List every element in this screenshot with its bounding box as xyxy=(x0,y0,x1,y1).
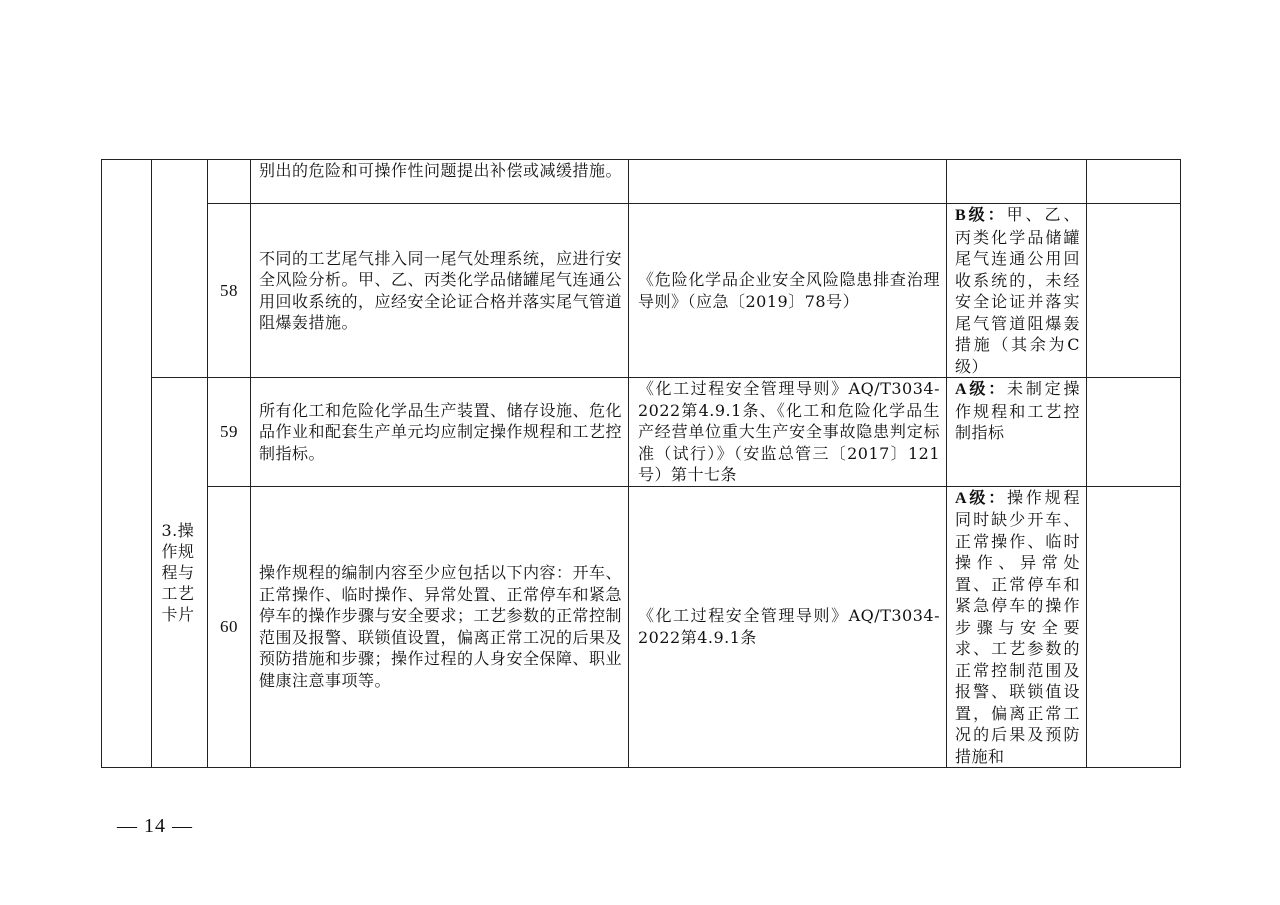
table-row xyxy=(102,204,1181,378)
basis-cell-continued xyxy=(629,160,947,204)
requirement-cell-continued: 别出的危险和可操作性问题提出补偿或减缓措施。 xyxy=(251,160,629,204)
table-row xyxy=(102,378,1181,487)
basis-cell: 《化工过程安全管理导则》AQ/T3034-2022第4.9.1条 xyxy=(629,486,947,768)
page-number: — 14 — xyxy=(117,815,193,837)
item-number: 60 xyxy=(208,486,251,768)
requirement-cell: 操作规程的编制内容至少应包括以下内容：开车、正常操作、临时操作、异常处置、正常停车和紧急停车的操作步骤与安全要求；工艺参数的正常控制范围及报警、联锁值设置，偏离正常工况的后果及预防措施和步骤；操作过程的人身安全保障、职业健康注意事项等。 xyxy=(251,486,629,768)
standard-text: 操作规程同时缺少开车、正常操作、临时操作、异常处置、正常停车和紧急停车的操作步骤与安全要求、工艺参数的正常控制范围及报警、联锁值设置，偏离正常工况的后果及预防措施和 xyxy=(955,487,1080,766)
standard-cell xyxy=(947,486,1087,768)
standard-level: A级： xyxy=(955,489,1008,507)
requirement-cell: 所有化工和危险化学品生产装置、储存设施、危化品作业和配套生产单元均应制定操作规程和工艺控制指标。 xyxy=(251,378,629,487)
note-cell xyxy=(1087,486,1181,768)
item-number: 58 xyxy=(208,204,251,378)
table-row-continued xyxy=(102,160,1181,204)
note-cell xyxy=(1087,378,1181,487)
standard-cell-continued xyxy=(947,160,1087,204)
standard-cell xyxy=(947,204,1087,378)
standard-text: 甲、乙、丙类化学品储罐尾气连通公用回收系统的，未经安全论证并落实尾气管道阻爆轰措施（其余为C级） xyxy=(955,205,1080,376)
note-cell xyxy=(1087,204,1181,378)
outer-category-cell xyxy=(102,160,152,768)
table-row xyxy=(102,486,1181,768)
standard-level: B级： xyxy=(955,207,1007,224)
item-number-cell-empty xyxy=(208,160,251,204)
prev-category-cell xyxy=(152,160,208,378)
standard-level: A级： xyxy=(955,381,1008,398)
item-number: 59 xyxy=(208,378,251,487)
requirement-cell: 不同的工艺尾气排入同一尾气处理系统，应进行安全风险分析。甲、乙、丙类化学品储罐尾气连通公用回收系统的，应经安全论证合格并落实尾气管道阻爆轰措施。 xyxy=(251,204,629,378)
basis-cell: 《危险化学品企业安全风险隐患排查治理导则》（应急〔2019〕78号） xyxy=(629,204,947,378)
note-cell-continued xyxy=(1087,160,1181,204)
category-label: 3.操作规程与工艺卡片 xyxy=(161,520,195,624)
category-cell xyxy=(152,378,208,768)
standard-cell xyxy=(947,378,1087,487)
basis-cell: 《化工过程安全管理导则》AQ/T3034-2022第4.9.1条、《化工和危险化学品生产经营单位重大生产安全事故隐患判定标准（试行）》（安监总管三〔2017〕121号）第十七条 xyxy=(629,378,947,487)
standard-text: 未制定操作规程和工艺控制指标 xyxy=(955,379,1080,442)
inspection-table xyxy=(101,159,1181,768)
